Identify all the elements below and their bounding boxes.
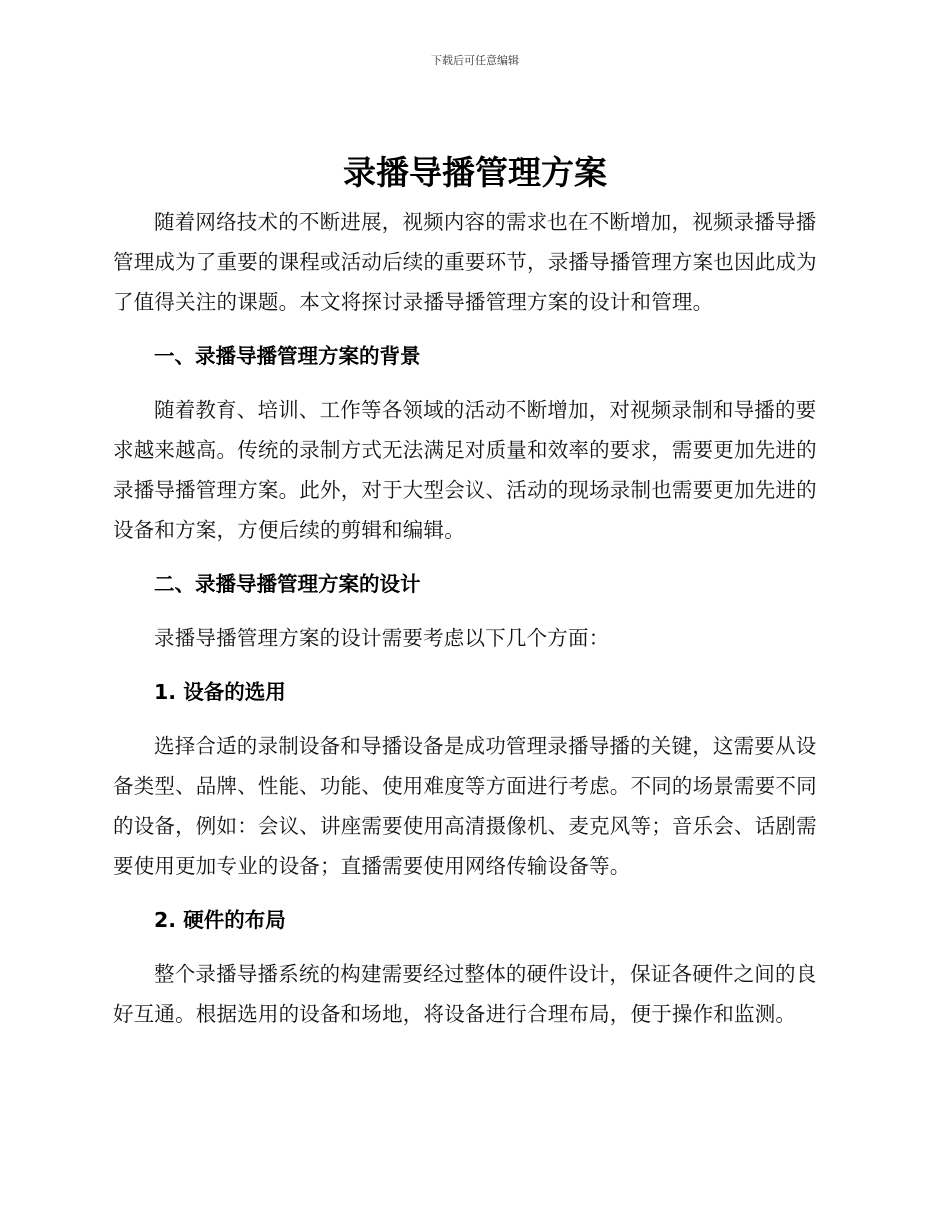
section1-paragraph: 随着教育、培训、工作等各领域的活动不断增加，对视频录制和导播的要求越来越高。传统的录制方式无法满足对质量和效率的要求，需要更加先进的录播导播管理方案。此外，对于大型会议、活动的现场录制也需要更加先进的设备和方案，方便后续的剪辑和编辑。 xyxy=(113,398,817,542)
section1-heading: 一、录播导播管理方案的背景 xyxy=(154,344,421,368)
document-body xyxy=(113,202,835,1034)
section2-intro-paragraph: 录播导播管理方案的设计需要考虑以下几个方面： xyxy=(154,626,610,650)
intro-paragraph: 随着网络技术的不断进展，视频内容的需求也在不断增加，视频录播导播管理成为了重要的课程或活动后续的重要环节，录播导播管理方案也因此成为了值得关注的课题。本文将探讨录播导播管理方案的设计和管理。 xyxy=(113,210,817,314)
document-title: 录播导播管理方案 xyxy=(343,153,607,192)
subsection2-heading: 2. 硬件的布局 xyxy=(154,908,286,932)
subsection1-heading: 1. 设备的选用 xyxy=(154,680,286,704)
header-note: 下载后可任意编辑 xyxy=(431,54,519,67)
subsection1-paragraph: 选择合适的录制设备和导播设备是成功管理录播导播的关键，这需要从设备类型、品牌、性能、功能、使用难度等方面进行考虑。不同的场景需要不同的设备，例如：会议、讲座需要使用高清摄像机、麦克风等；音乐会、话剧需要使用更加专业的设备；直播需要使用网络传输设备等。 xyxy=(113,734,817,878)
section2-heading: 二、录播导播管理方案的设计 xyxy=(154,572,421,596)
subsection2-paragraph: 整个录播导播系统的构建需要经过整体的硬件设计，保证各硬件之间的良好互通。根据选用的设备和场地，将设备进行合理布局，便于操作和监测。 xyxy=(113,962,817,1026)
